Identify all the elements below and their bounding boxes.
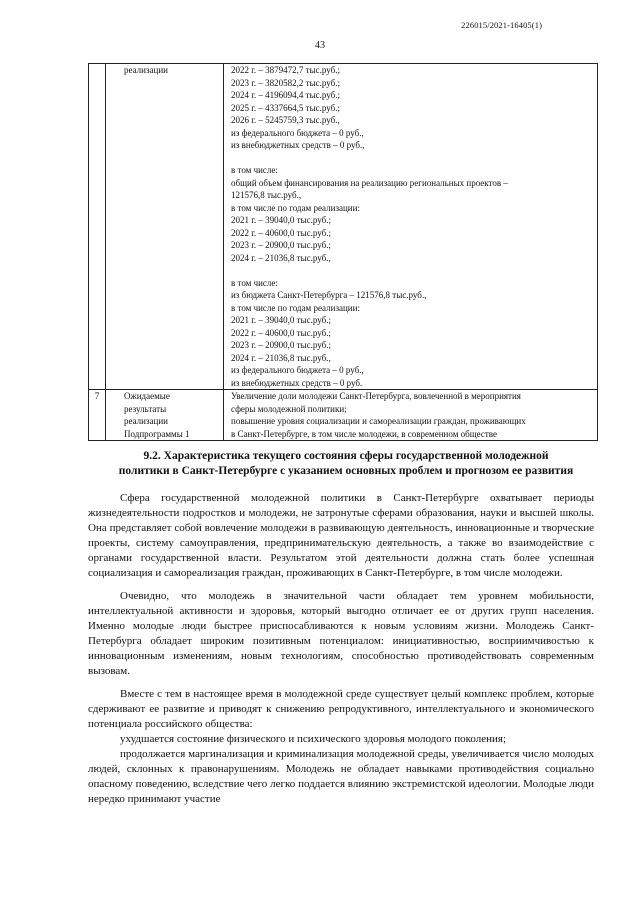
section-body (88, 491, 594, 807)
cell-text-line: 121576,8 тыс.руб., (231, 190, 302, 200)
cell-text-line: 2024 г. – 21036,8 тыс.руб., (231, 252, 331, 263)
row-content-cell (224, 64, 598, 390)
cell-text-line: 2021 г. – 39040,0 тыс.руб.; (231, 315, 331, 325)
cell-text-line: из федерального бюджета – 0 руб., (231, 127, 364, 138)
cell-text-line: в том числе по годам реализации: (231, 202, 360, 213)
row-number-cell: 7 (89, 390, 106, 441)
row-label-cell (106, 64, 224, 390)
cell-text-line: в Санкт-Петербурге, в том числе молодежи, в современном обществе (231, 428, 497, 439)
cell-text-line: Ожидаемые (124, 391, 170, 401)
page-number: 43 (315, 40, 325, 51)
cell-text-line: 2022 г. – 40600,0 тыс.руб.; (231, 327, 331, 338)
cell-text-line: реализации (124, 65, 168, 75)
cell-text-line: из внебюджетных средств – 0 руб., (231, 140, 365, 150)
cell-text-line: из бюджета Санкт-Петербурга – 121576,8 тыс.руб., (231, 290, 427, 300)
cell-text-line: результаты (124, 403, 167, 414)
cell-text-line: 2022 г. – 40600,0 тыс.руб.; (231, 227, 331, 238)
cell-blank-line (231, 264, 593, 277)
row-number-cell (89, 64, 106, 390)
cell-text-line: 2025 г. – 4337664,5 тыс.руб.; (231, 102, 340, 113)
cell-text-line: 2023 г. – 3820582,2 тыс.руб.; (231, 77, 340, 88)
cell-text-line: 2023 г. – 20900,0 тыс.руб.; (231, 240, 331, 250)
table-row-financing-continued (89, 64, 598, 390)
cell-blank-line (231, 152, 593, 165)
paragraph: Очевидно, что молодежь в значительной части обладает тем уровнем мобильности, интеллектуальной активности и здоровья, который выгодно отличает ее от других групп населения. Именно молодые люди быстрее приспосабливаются к новым условиям жизни. Молодежь Санкт-Петербурга обладает широким позитивным потенциалом: инициативностью, восприимчивостью к инновационным изменениям, новым технологиям, способностью противодействовать современным вызовам. (88, 590, 594, 677)
paragraph: Сфера государственной молодежной политики в Санкт-Петербурге охватывает периоды жизнедеятельности подростков и молодежи, не затронутые сферами образования, науки и высшей школы. Она представляет собой вовлечение молодежи в развивающую деятельность, инновационные и творческие проекты, систему самоуправления, предпринимательскую деятельность, а также во взаимодействие с органами государственной власти. Результатом этой деятельности должна стать более успешная социализация и самореализация граждан, проживающих в Санкт-Петербурге, в том числе молодежи. (88, 492, 594, 579)
cell-text-line: повышение уровня социализации и самореализации граждан, проживающих (231, 416, 526, 426)
program-passport-table (88, 63, 598, 441)
document-id: 226015/2021-16405(1) (461, 20, 542, 30)
row-content-cell (224, 390, 598, 441)
cell-text-line: сферы молодежной политики; (231, 403, 347, 414)
table-row-expected-results (89, 390, 598, 441)
section-title-line-1: 9.2. Характеристика текущего состояния сферы государственной молодежной (143, 450, 549, 462)
cell-text-line: в том числе: (231, 165, 278, 175)
cell-text-line: 2024 г. – 21036,8 тыс.руб., (231, 352, 331, 363)
cell-text-line: Увеличение доли молодежи Санкт-Петербурга, вовлеченной в мероприятия (231, 391, 521, 401)
cell-text-line: общий объем финансирования на реализацию региональных проектов – (231, 177, 508, 188)
cell-text-line: 2021 г. – 39040,0 тыс.руб.; (231, 215, 331, 225)
cell-text-line: реализации (124, 416, 168, 426)
cell-text-line: 2024 г. – 4196094,4 тыс.руб.; (231, 90, 340, 100)
paragraph: Вместе с тем в настоящее время в молодежной среде существует целый комплекс проблем, которые сдерживают ее развитие и приводят к снижению репродуктивного, интеллектуального и экономического потенциала российского общества: (88, 688, 594, 730)
cell-text-line: 2023 г. – 20900,0 тыс.руб.; (231, 340, 331, 350)
section-title (96, 449, 596, 479)
section-title-line-2: политики в Санкт-Петербурге с указанием основных проблем и прогнозом ее развития (118, 465, 574, 477)
cell-text-line: 2026 г. – 5245759,3 тыс.руб., (231, 115, 340, 125)
cell-text-line: Подпрограммы 1 (124, 428, 190, 439)
cell-text-line: из федерального бюджета – 0 руб., (231, 365, 364, 375)
row-label-cell (106, 390, 224, 441)
cell-text-line: из внебюджетных средств – 0 руб. (231, 377, 363, 388)
cell-text-line: в том числе по годам реализации: (231, 302, 360, 313)
cell-text-line: 2022 г. – 3879472,7 тыс.руб.; (231, 65, 340, 75)
cell-text-line: в том числе: (231, 277, 278, 288)
paragraph: ухудшается состояние физического и психического здоровья молодого поколения; (120, 733, 507, 745)
paragraph: продолжается маргинализация и криминализация молодежной среды, увеличивается число молодых людей, склонных к правонарушениям. Молодежь не обладает навыками противодействия социально опасному поведению, вследствие чего легко поддается влиянию экстремистской идеологии. Молодые люди нередко принимают участие (88, 748, 594, 805)
